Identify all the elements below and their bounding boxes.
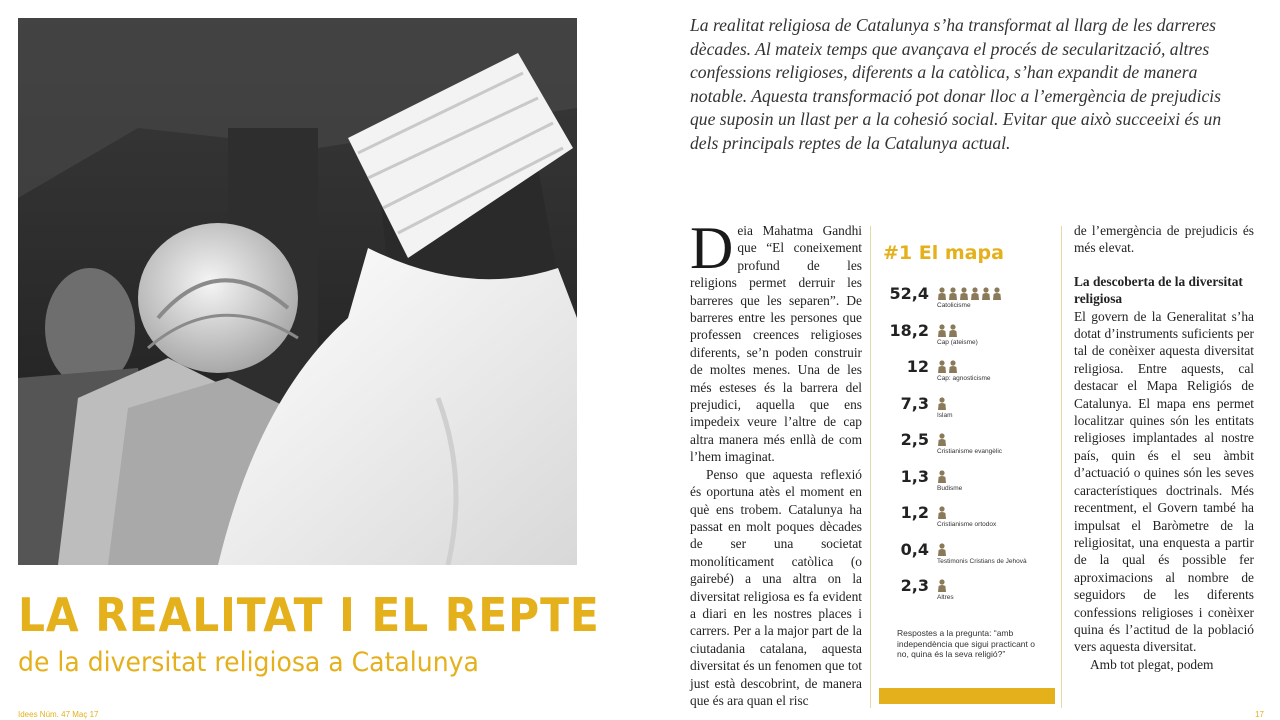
chart-row xyxy=(871,574,1063,610)
chart-value-label: 2,5 xyxy=(900,430,929,449)
chart-category-label: Cap: agnosticisme xyxy=(937,375,991,382)
intro-paragraph: La realitat religiosa de Catalunya s’ha transformat al llarg de les darreres dècades. Al mateix temps que avançava el procés de secularització, altres confessions religioses, diferents a la catòlica, s’han expandit de manera notable. Aquesta transformació pot donar lloc a l’emergència de prejudicis que suposin un llast per a la cohesió social. Evitar que això succeeixi és un dels principals reptes de la Catalunya actual. xyxy=(690,15,1222,153)
chart-icon-group xyxy=(937,470,948,484)
chart-row xyxy=(871,355,1063,391)
chart-category-label: Cristianisme evangèlic xyxy=(937,448,1003,455)
article-subtitle: de la diversitat religiosa a Catalunya xyxy=(18,647,479,678)
chart-row xyxy=(871,392,1063,428)
column-2-paragraph-0: de l’emergència de prejudicis és més elevat. xyxy=(1074,223,1254,256)
chart-icon-group xyxy=(937,579,948,593)
chart-row xyxy=(871,538,1063,574)
chart-footer-bar xyxy=(879,688,1055,704)
chart-category-label: Islam xyxy=(937,411,953,419)
chart-category-label: Cristianisme ortodox xyxy=(937,521,997,528)
chart-row xyxy=(871,319,1063,355)
chart-value-label: 1,3 xyxy=(900,466,929,486)
person-icon xyxy=(992,287,1002,305)
page-footer-right: 17 xyxy=(1255,710,1264,719)
chart-icon-group xyxy=(937,397,948,411)
chart-icon-group xyxy=(937,506,948,520)
chart-value-label: 12 xyxy=(906,357,929,376)
chart-icon-group xyxy=(937,543,948,557)
chart-icon-group xyxy=(937,324,959,338)
chart-value-label: 1,2 xyxy=(900,503,929,522)
person-icon xyxy=(970,287,980,305)
chart-icon-group xyxy=(937,360,959,374)
chart-value-label: 2,3 xyxy=(900,576,929,595)
article-column-2 xyxy=(1074,222,1254,673)
chart-category-label: Testimonis Cristians de Jehovà xyxy=(937,557,1027,565)
chart-icon-group xyxy=(937,287,1003,301)
chart-row xyxy=(871,428,1063,464)
chart-row xyxy=(871,501,1063,537)
chart-category-label: Altres xyxy=(937,594,954,601)
religion-map-chart xyxy=(870,226,1062,708)
page-footer-left: Idees Núm. 47 Maç 17 xyxy=(18,710,99,719)
article-title: LA REALITAT I EL REPTE xyxy=(18,588,600,642)
section-subheading: La descoberta de la diversitat religiosa xyxy=(1074,273,1243,307)
article-column-1 xyxy=(690,215,862,709)
chart-value-label: 18,2 xyxy=(889,320,929,340)
column-1-paragraph-2: Penso que aquesta reflexió és oportuna atès el moment en què ens trobem. Catalunya ha passat en molt poques dècades de ser una societat monolíticament catòlica (o gairebé) a una altra on la diversitat religiosa es fa evident a diari en les nostres places i carrers. Per a la major part de la ciutadania catalana, aquesta diversitat és un fenomen que tot just està descobrint, de manera que és ara quan el risc xyxy=(690,466,862,708)
chart-row xyxy=(871,465,1063,501)
chart-category-label: Budisme xyxy=(937,484,963,492)
chart-title: #1 El mapa xyxy=(883,242,1004,264)
cover-photo xyxy=(18,18,577,565)
chart-category-label: Cap (ateisme) xyxy=(937,338,978,346)
person-icon xyxy=(981,287,991,305)
chart-rows xyxy=(871,282,1063,602)
drop-cap: D xyxy=(690,215,734,281)
column-2-paragraph-1: El govern de la Generalitat s’ha dotat d’instruments suficients per tal de conèixer aquesta diversitat religiosa. Entre aquests, cal destacar el Mapa Religiós de Catalunya. El mapa ens permet localitzar quines són les entitats religioses implantades al nostre país, quin és el seu àmbit d’actuació o quines són les seves característiques doctrinals. Més recentment, el Govern també ha impulsat el Baròmetre de la religiositat, una enquesta a partir de la qual és possible fer aproximacions al nombre de seguidors de les diferents confessions religioses i conèixer quina és l’actitud de la població vers aquesta diversitat. xyxy=(1074,308,1254,655)
chart-value-label: 52,4 xyxy=(889,284,929,303)
chart-value-label: 7,3 xyxy=(900,393,929,413)
chart-note: Respostes a la pregunta: “amb independència que sigui practicant o no, quina és la seva religió?” xyxy=(897,628,1035,659)
chart-row xyxy=(871,282,1063,318)
column-1-paragraph-1: eia Mahatma Gandhi que “El coneixement profund de les religions permet derruir les barreres que les separen”. De barreres entre les persones que professen creences religioses diferents, se’n poden construir de moltes menes. Una de les més esteses és la barrera del prejudici, aquella que ens impedeix veure l’altre de cap altra manera més enllà de com l’hem imaginat. xyxy=(690,223,862,465)
chart-icon-group xyxy=(937,433,948,447)
column-2-paragraph-2: Amb tot plegat, podem xyxy=(1090,656,1214,672)
chart-category-label: Catolicisme xyxy=(937,302,971,309)
chart-value-label: 0,4 xyxy=(900,539,929,559)
